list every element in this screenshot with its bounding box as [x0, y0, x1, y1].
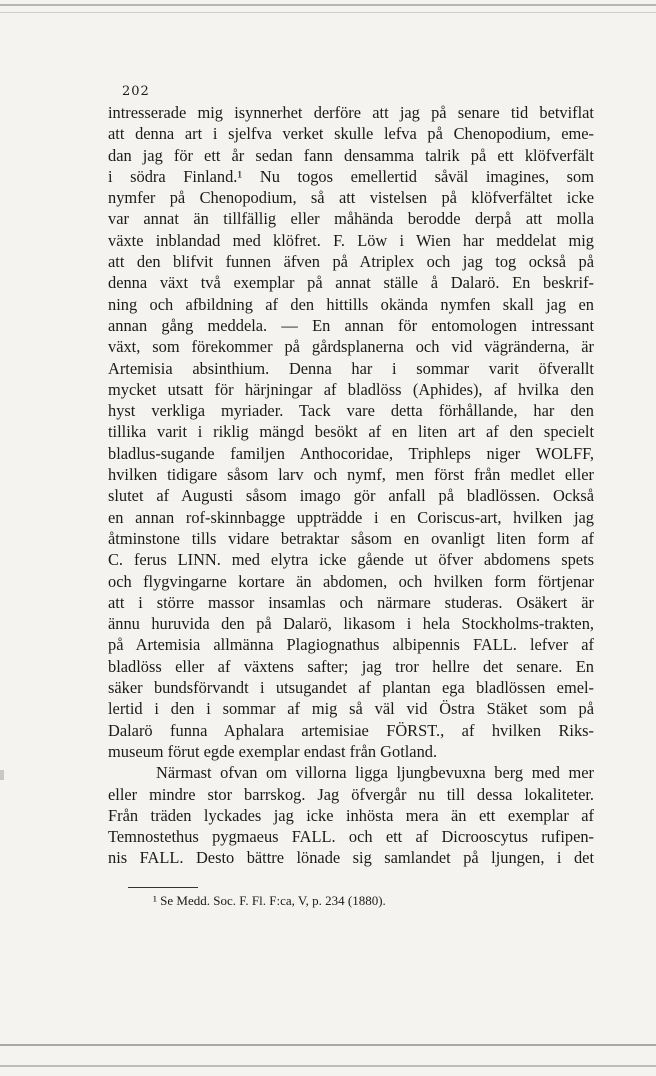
- scan-edge-line: [0, 1065, 656, 1067]
- margin-mark: [0, 770, 4, 780]
- page-number: 202: [122, 84, 150, 99]
- text-line: Artemisia absinthium. Denna har i sommar varit öfverallt: [108, 358, 594, 378]
- text-line: mycket utsatt för härjningar af bladlöss (Aphides), af hvilka den: [108, 379, 594, 399]
- footnote-rule: [128, 887, 198, 888]
- text-line: Från träden lyckades jag icke inhösta mera än ett exemplar af: [108, 805, 594, 825]
- text-line: en annan rof-skinnbagge uppträdde i en Coriscus-art, hvilken jag: [108, 507, 594, 527]
- text-line: i södra Finland.¹ Nu togos emellertid såväl imagines, som: [108, 166, 594, 186]
- scan-edge-bottom: [0, 1044, 656, 1046]
- text-line: annan gång meddela. — En annan för entomologen intressant: [108, 315, 594, 335]
- text-line: säker bundsförvandt i utsugandet af plantan ega bladlössen emel-: [108, 678, 594, 698]
- text-line: att denna art i sjelfva verket skulle lefva på Chenopodium, eme-: [108, 124, 594, 144]
- text-line: att den blifvit funnen äfven på Atriplex och jag tog också på: [108, 252, 594, 272]
- text-line: dan jag för ett år sedan fann densamma talrik på ett klöfverfält: [108, 145, 594, 165]
- text-line: lertid i den i sommar af mig så väl vid Östra Stäket som på: [108, 699, 594, 719]
- body-text: [108, 102, 594, 869]
- text-line: nis FALL. Desto bättre lönade sig samlandet på ljungen, i det: [108, 848, 594, 868]
- text-line: växt, som förekommer på gårdsplanerna och vid vägränderna, är: [108, 337, 594, 357]
- text-line: Dalarö funna Aphalara artemisiae FÖRST., af hvilken Riks-: [108, 720, 594, 740]
- text-line: var annat än tillfällig eller måhända berodde derpå att molla: [108, 209, 594, 229]
- text-line: hyst verkliga myriader. Tack vare detta förhållande, har den: [108, 401, 594, 421]
- text-line: ännu huruvida den på Dalarö, likasom i hela Stockholms-trakten,: [108, 614, 594, 634]
- text-line: Temnostethus pygmaeus FALL. och ett af Dicrooscytus rufipen-: [108, 827, 594, 847]
- text-line: att i större massor insamlas och närmare studeras. Osäkert är: [108, 592, 594, 612]
- text-line: denna växt två exemplar på annat ställe å Dalarö. En beskrif-: [108, 273, 594, 293]
- text-line: på Artemisia allmänna Plagiognathus albipennis FALL. lefver af: [108, 635, 594, 655]
- text-line: tillika varit i riklig mängd besökt af en liten art af den specielt: [108, 422, 594, 442]
- text-line: åtminstone tills vidare betraktar såsom en ovanligt liten form af: [108, 528, 594, 548]
- text-line: intresserade mig isynnerhet derföre att jag på senare tid betviflat: [108, 103, 594, 122]
- text-line: eller mindre stor barrskog. Jag öfvergår nu till dessa lokaliteter.: [108, 784, 594, 804]
- text-line: bladlöss eller af växtens safter; jag tror hellre det senare. En: [108, 656, 594, 676]
- scan-edge-line: [0, 12, 656, 13]
- text-line: slutet af Augusti såsom imago gör anfall på bladlössen. Också: [108, 486, 594, 506]
- footnote: ¹ Se Medd. Soc. F. Fl. F:ca, V, p. 234 (1880).: [153, 893, 386, 908]
- paragraph-end-line: museum förut egde exemplar endast från Gotland.: [108, 741, 438, 761]
- text-line: hvilken tidigare såsom larv och nymf, men först från medlet eller: [108, 465, 594, 485]
- text-line: växte inblandad med klöfret. F. Löw i Wien har meddelat mig: [108, 230, 594, 250]
- text-line: och flygvingarne kortare än abdomen, och hvilken form förtjenar: [108, 571, 594, 591]
- text-line: C. ferus LINN. med elytra icke gående ut öfver abdomens spets: [108, 550, 594, 570]
- text-line: bladlus-sugande familjen Anthocoridae, Triphleps niger WOLFF,: [108, 443, 594, 463]
- text-line: nymfer på Chenopodium, så att vistelsen på klöfverfältet icke: [108, 188, 594, 208]
- text-line: ning och afbildning af den hittills okända nymfen skall jag en: [108, 294, 594, 314]
- paragraph-start-line: Närmast ofvan om villorna ligga ljungbevuxna berg med mer: [156, 763, 594, 783]
- scan-edge-top: [0, 4, 656, 6]
